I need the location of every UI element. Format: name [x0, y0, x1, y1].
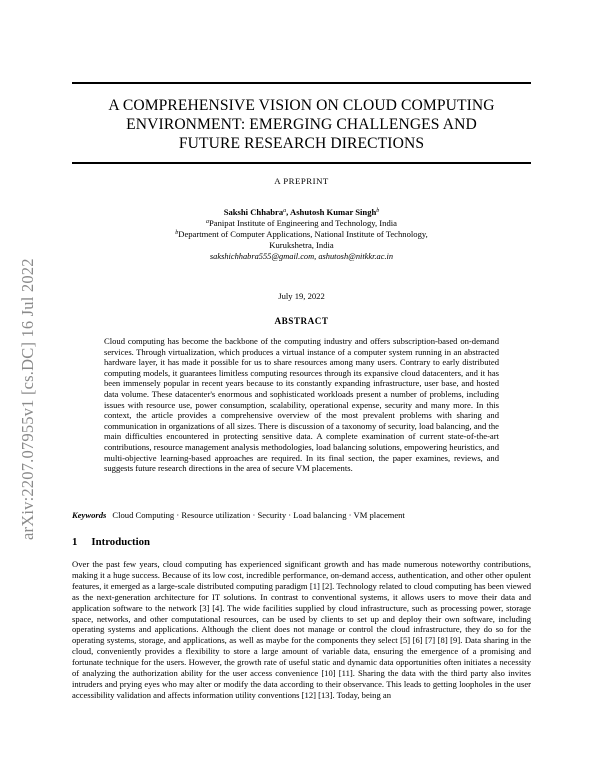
affiliation-text: Panipat Institute of Engineering and Technology, India	[209, 218, 397, 228]
keywords-label: Keywords	[72, 510, 107, 520]
abstract-heading: ABSTRACT	[274, 316, 329, 326]
author-separator: ,	[286, 207, 290, 217]
author-name: Sakshi Chhabra	[223, 207, 284, 217]
section-heading	[72, 536, 150, 548]
paper-date: July 19, 2022	[278, 291, 325, 301]
affiliation-text: Department of Computer Applications, National Institute of Technology,	[178, 229, 428, 239]
section-title: Introduction	[91, 536, 151, 548]
arxiv-identifier: arXiv:2207.07955v1 [cs.DC] 16 Jul 2022	[18, 258, 37, 540]
author-affiliation-mark: a	[283, 208, 287, 214]
affiliation-b	[72, 229, 531, 240]
title-line: ENVIRONMENT: EMERGING CHALLENGES AND	[126, 116, 477, 133]
title-bottom-rule	[72, 162, 531, 164]
keywords-text: Cloud Computing · Resource utilization · Security · Load balancing · VM placement	[112, 510, 405, 520]
affiliation-mark: b	[175, 230, 179, 236]
abstract-text: Cloud computing has become the backbone of the computing industry and offers subscription-based on-demand services. Through virtualization, which produces a virtual instance of a computer system running in an abstracted hardware layer, it has made it possible for us to share resources among many users. Contrary to early distributed computing models, it guarantees limitless computing resources through its expansive cloud datacenters, and it has been immensely popular in recent years because to its constantly expanding infrastructure, user base, and hosted data volume. These datacenter's enormous and sophisticated workloads present a number of problems, including issues with resource use, power consumption, scalability, operational expense, security and many more. In this context, the article provides a comprehensive overview of the most prevalent problems with sharing and communication in organizations of all sizes. There is discussion of a taxonomy of security, load balancing, and the main difficulties encountered in protecting sensitive data. A complete examination of current state-of-the-art contributions, resource management analysis methodologies, load balancing solutions, empowering heuristics, and multi-objective learning-based approaches are required. In its final section, the paper examines, reviews, and suggests future research directions in the area of secure VM placements.	[104, 336, 499, 474]
section-number: 1	[72, 536, 78, 548]
title-top-rule	[72, 82, 531, 84]
author-list	[72, 207, 531, 217]
keywords	[72, 510, 531, 521]
paper-title	[72, 96, 531, 153]
section-body-text: Over the past few years, cloud computing has experienced significant growth and has made numerous noteworthy contributions, making it a huge success. Because of its low cost, incredible performance, on-demand access, authentication, and other other opulent features, it emerged as a large-scale distributed computing paradigm [1] [2]. Technology related to cloud computing has been viewed as the next-generation architecture for IT solutions. In contrast to conventional systems, it allows users to move their data and application software to the network [3] [4]. The wide facilities supplied by cloud infrastructure, such as processing power, storage space, networks, and other computational resources, can be used by clients to set up and deploy their own software, including operating systems and applications. Although the client does not manage or control the cloud infrastructure, they do so for the operating systems, storage, and applications, as well as maybe for the components they select [5] [6] [7] [8] [9]. Data sharing in the cloud, conveniently provides a flexibility to store a large amount of variable data, ensuring the emergence of a promising and fortunate technique for the users. However, the growth rate of useful static and dynamic data opportunities often initiates a necessity of analyzing the authorization ability for the user access convenience [10] [11]. Sharing the data with the third party also invites intruders and prying eyes who may alter or modify the data according to their observance. This leads to getting loopholes in the user accessibility validation and affects information utility conventions [12] [13]. Today, being an	[72, 559, 531, 700]
title-line: A COMPREHENSIVE VISION ON CLOUD COMPUTING	[108, 97, 495, 114]
author-name: Ashutosh Kumar Singh	[290, 207, 377, 217]
affiliation-b-location: Kurukshetra, India	[269, 240, 334, 250]
affiliation-mark: a	[206, 219, 210, 225]
title-line: FUTURE RESEARCH DIRECTIONS	[178, 135, 425, 152]
affiliation-a	[72, 218, 531, 229]
author-emails: sakshichhabra555@gmail.com, ashutosh@nitkkr.ac.in	[209, 252, 394, 261]
author-affiliation-mark: b	[376, 208, 380, 214]
preprint-label: A PREPRINT	[274, 176, 329, 186]
